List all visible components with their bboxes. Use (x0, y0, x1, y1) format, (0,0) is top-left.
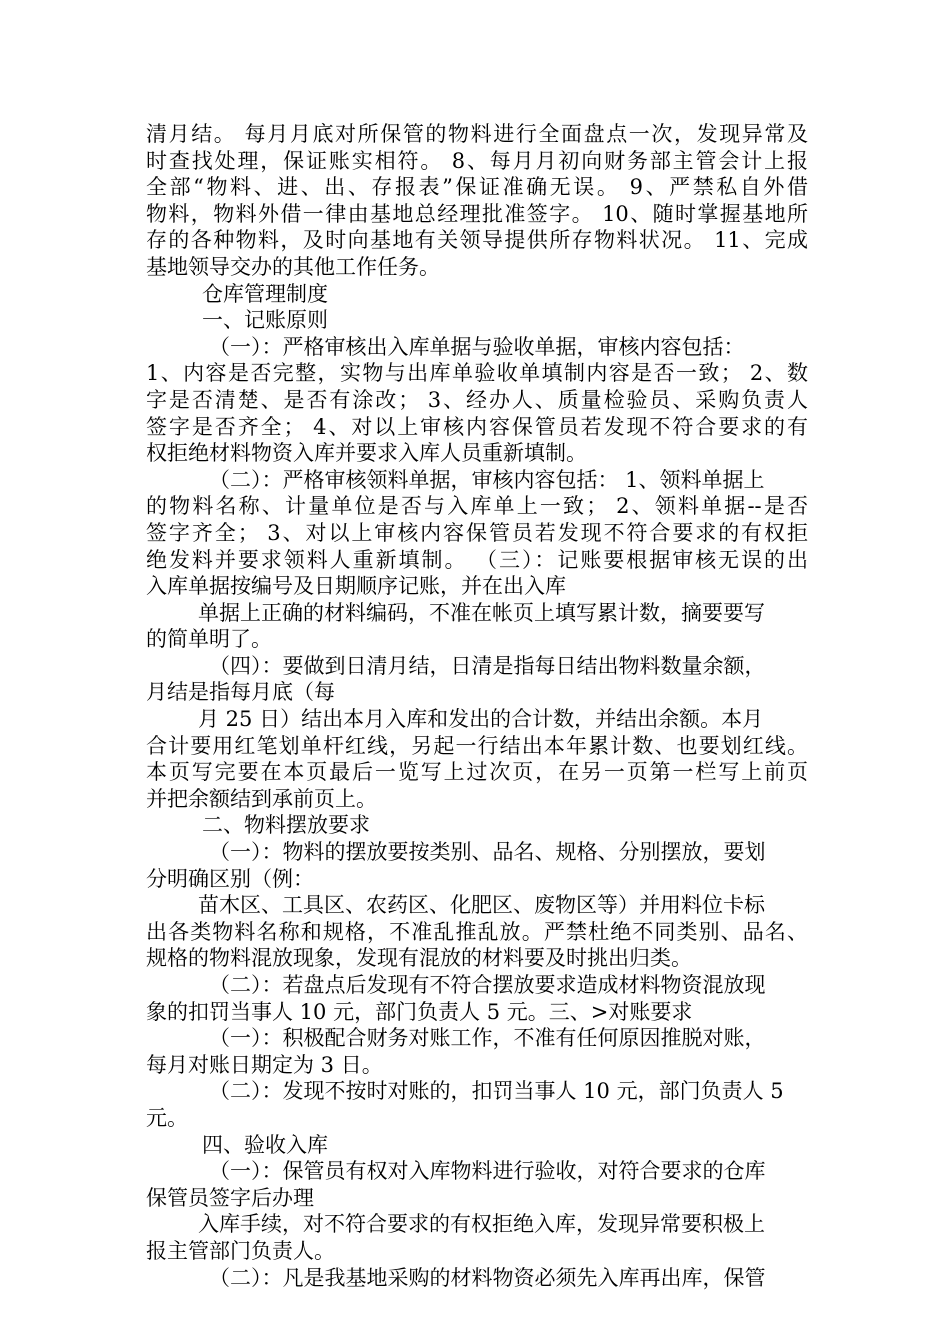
section-heading: 二、物料摆放要求 (202, 813, 370, 838)
text-line: 象的扣罚当事人 10 元，部门负责人 5 元。三、>对账要求 (146, 999, 693, 1024)
text-line: 权拒绝材料物资入库并要求入库人员重新填制。 (146, 441, 587, 466)
text-line: 的简单明了。 (146, 627, 272, 652)
text-line: 清月结。 每月月底对所保管的物料进行全面盘点一次，发现异常及 (146, 122, 808, 146)
text-line: 报主管部门负责人。 (146, 1238, 335, 1263)
text-line: （一）：保管员有权对入库物料进行验收，对符合要求的仓库 (209, 1159, 766, 1184)
document-body (146, 121, 808, 1291)
text-line: 每月对账日期定为 3 日。 (146, 1052, 383, 1077)
text-line: 分明确区别（例： (146, 866, 314, 891)
text-line: 入库单据按编号及日期顺序记账，并在出入库 (146, 574, 566, 599)
text-line: 存的各种物料，及时向基地有关领导提供所存物料状况。 11、完成 (146, 228, 808, 253)
section-heading: 一、记账原则 (202, 308, 328, 333)
text-line: 保管员签字后办理 (146, 1185, 314, 1210)
text-line: （二）：若盘点后发现有不符合摆放要求造成材料物资混放现 (209, 973, 766, 997)
text-line: （二）：凡是我基地采购的材料物资必须先入库再出库，保管 (209, 1265, 766, 1290)
text-line: 规格的物料混放现象，发现有混放的材料要及时挑出归类。 (146, 946, 692, 971)
text-line: 的物料名称、计量单位是否与入库单上一致； 2、领料单据--是否 (146, 494, 808, 519)
text-line: 1、内容是否完整，实物与出库单验收单填制内容是否一致； 2、数 (146, 361, 808, 386)
text-line: 本页写完要在本页最后一览写上过次页，在另一页第一栏写上前页 (146, 760, 808, 785)
text-line: （一）：物料的摆放要按类别、品名、规格、分别摆放，要划 (209, 840, 766, 865)
text-line: （一）：积极配合财务对账工作，不准有任何原因推脱对账， (209, 1026, 766, 1051)
text-line: 基地领导交办的其他工作任务。 (146, 254, 440, 279)
text-line: （二）：发现不按时对账的，扣罚当事人 10 元，部门负责人 5 (209, 1079, 784, 1104)
text-line: 签字是否齐全； 4、对以上审核内容保管员若发现不符合要求的有 (146, 414, 808, 439)
text-line: 并把余额结到承前页上。 (146, 786, 377, 811)
text-line: 月结是指每月底（每 (146, 680, 335, 705)
text-line: 单据上正确的材料编码，不准在帐页上填写累计数，摘要要写 (198, 600, 765, 625)
text-line: （一）：严格审核出入库单据与验收单据，审核内容包括： (209, 334, 745, 359)
text-line: 月 25 日）结出本月入库和发出的合计数，并结出余额。本月 (198, 707, 764, 732)
section-heading: 四、验收入库 (202, 1132, 328, 1157)
text-line: 时查找处理，保证账实相符。 8、每月月初向财务部主管会计上报 (146, 148, 808, 173)
text-line: 物料，物料外借一律由基地总经理批准签字。 10、随时掌握基地所 (146, 201, 808, 226)
text-line: 元。 (146, 1105, 188, 1130)
text-line: 签字齐全； 3、对以上审核内容保管员若发现不符合要求的有权拒 (146, 520, 808, 545)
text-line: 字是否清楚、是否有涂改； 3、经办人、质量检验员、采购负责人 (146, 387, 808, 412)
text-line: 苗木区、工具区、农药区、化肥区、废物区等）并用料位卡标 (198, 893, 765, 918)
text-line: 入库手续，对不符合要求的有权拒绝入库，发现异常要积极上 (198, 1212, 765, 1237)
text-line: （二）：严格审核领料单据，审核内容包括： 1、领料单据上 (209, 467, 765, 492)
text-line: 出各类物料名称和规格，不准乱推乱放。严禁杜绝不同类别、品名、 (146, 919, 808, 944)
text-line: 绝发料并要求领料人重新填制。 （三）：记账要根据审核无误的出 (146, 547, 808, 572)
section-heading: 仓库管理制度 (202, 281, 328, 306)
text-line: 全部“物料、进、出、存报表”保证准确无误。 9、严禁私自外借 (146, 175, 808, 200)
text-line: 合计要用红笔划单杆红线，另起一行结出本年累计数、也要划红线。 (146, 733, 808, 758)
text-line: （四）：要做到日清月结，日清是指每日结出物料数量余额， (209, 653, 766, 678)
